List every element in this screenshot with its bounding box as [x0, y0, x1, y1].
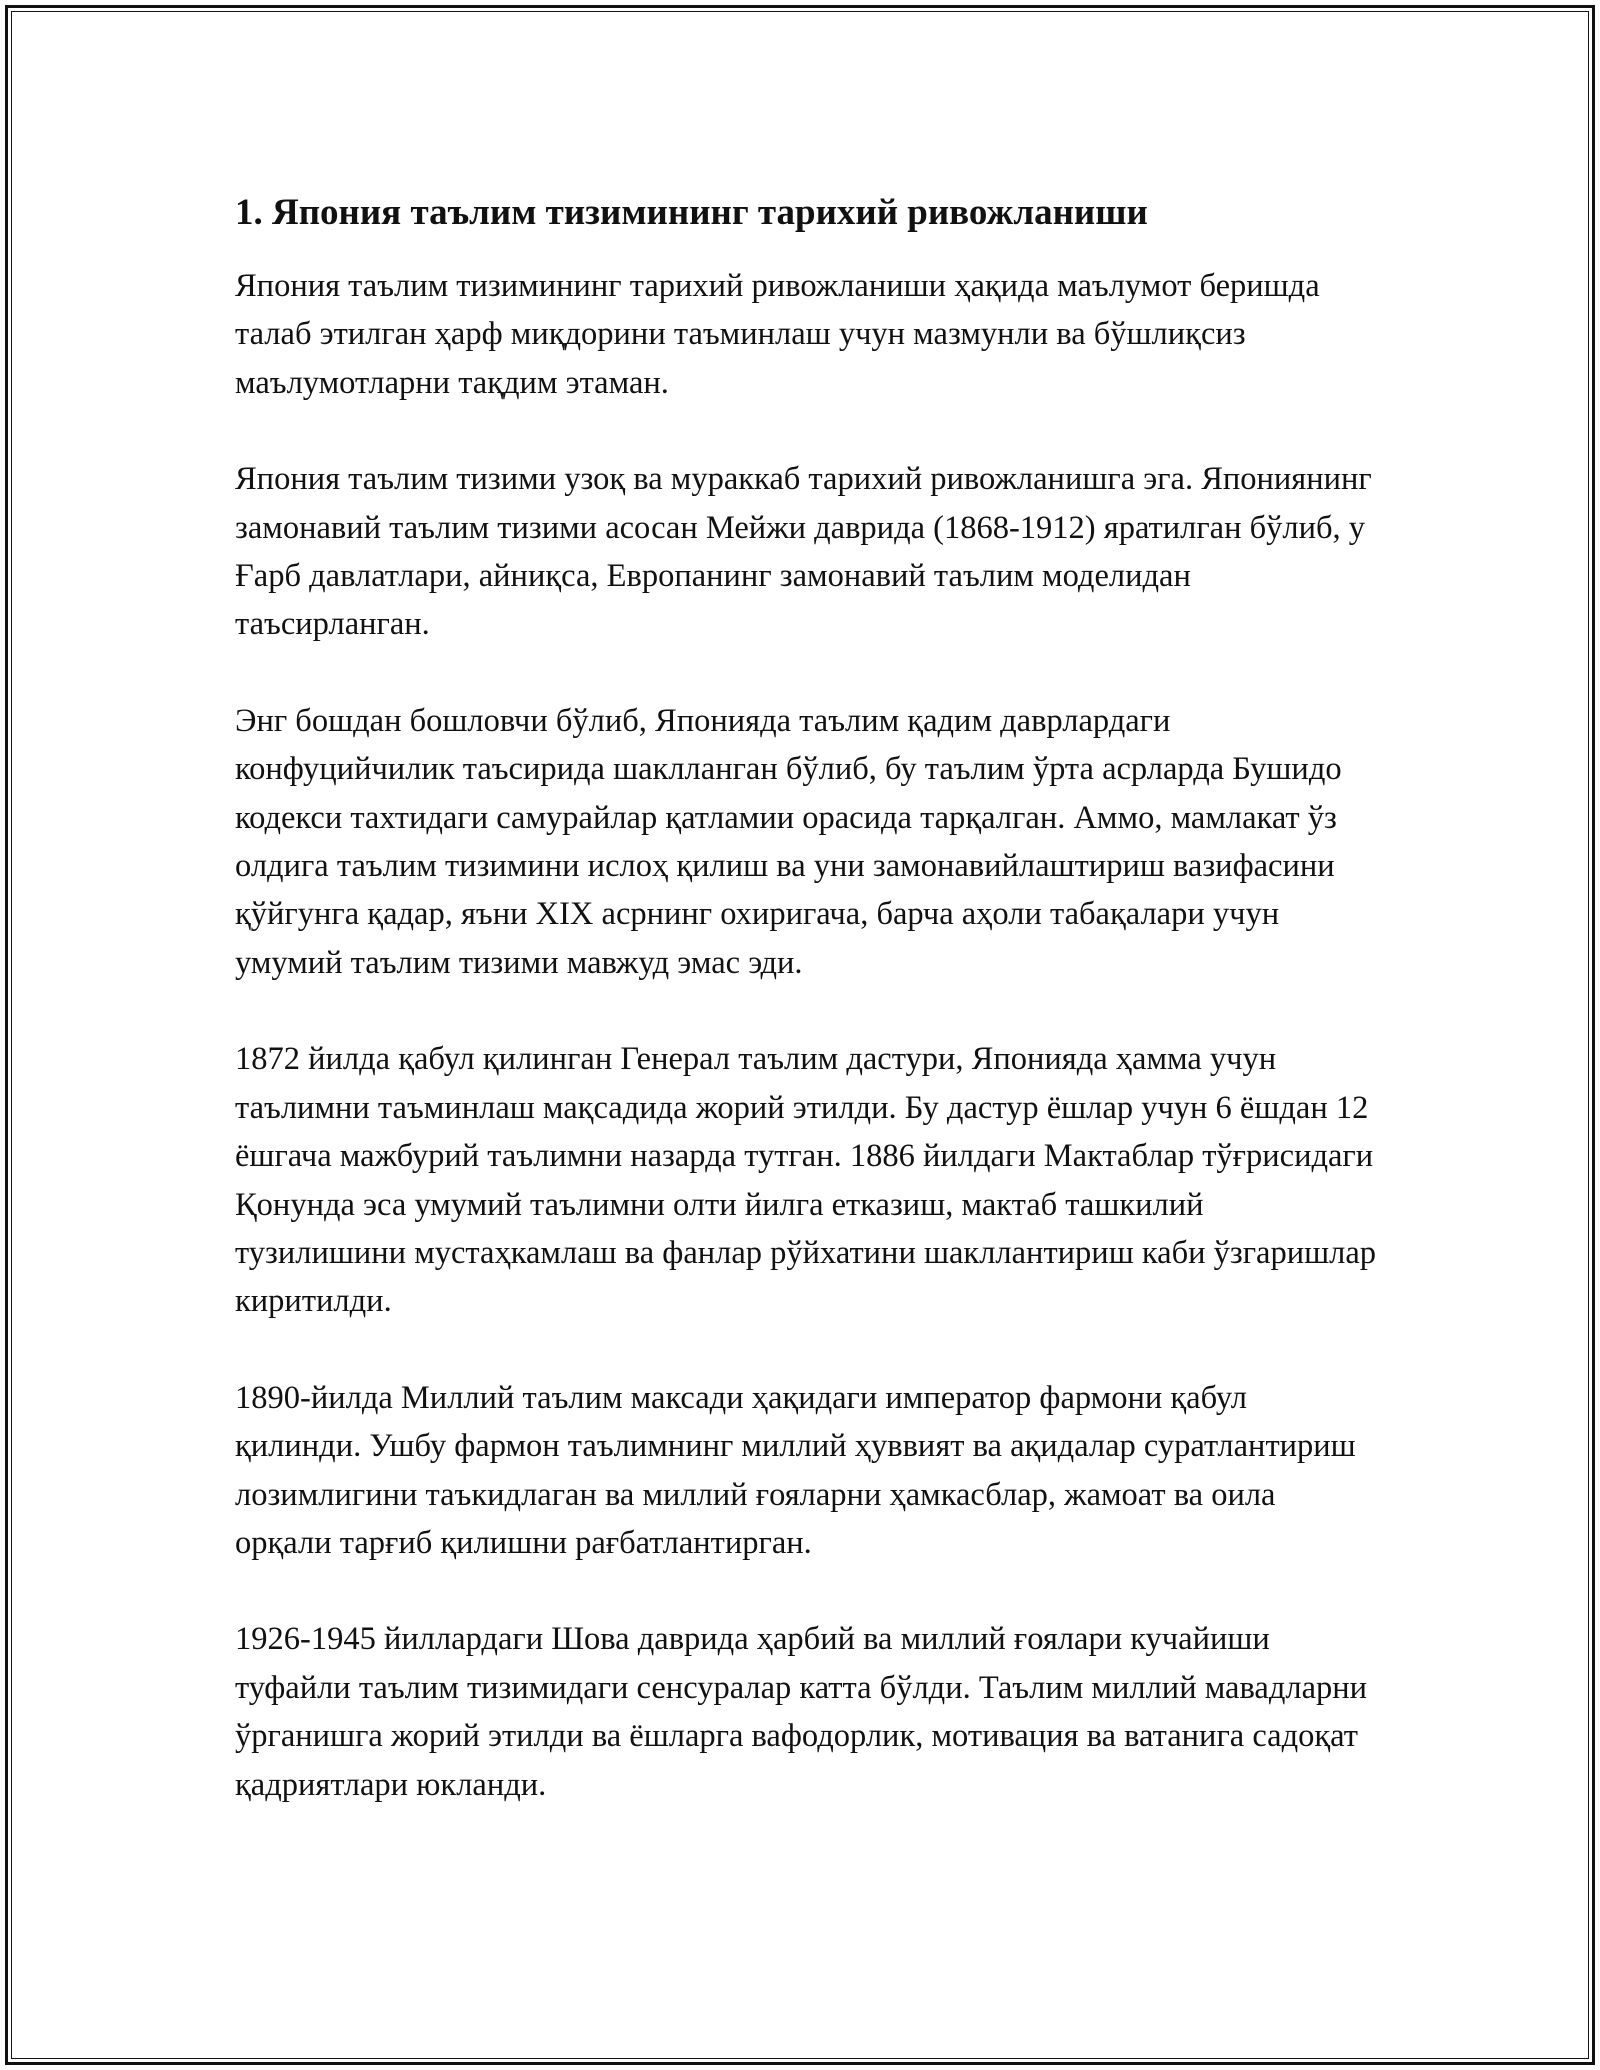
paragraph-intro: Япония таълим тизимининг тарихий ривожланиши ҳақида маълумот беришда талаб этилган ҳарф миқдорини таъминлаш учун мазмунли ва бўшлиқсиз маълумотларни тақдим этаман.	[235, 268, 1320, 401]
paragraph-1890: 1890-йилда Миллий таълим максади ҳақидаги император фармони қабул қилинди. Ушбу фармон таълимнинг миллий ҳуввият ва ақидалар суратлантириш лозимлигини таъкидлаган ва миллий ғояларни ҳамкасблар, жамоат ва оила орқали тарғиб қилишни рағбатлантирган.	[235, 1379, 1356, 1561]
paragraph-meiji: Япония таълим тизими узоқ ва мураккаб тарихий ривожланишга эга. Япониянинг замонавий таълим тизими асосан Мейжи даврида (1868-1912) яратилган бўлиб, у Ғарб давлатлари, айниқса, Европанинг замонавий таълим моделидан таъсирланган.	[235, 461, 1372, 643]
paragraph-1872: 1872 йилда қабул қилинган Генерал таълим дастури, Японияда ҳамма учун таълимни таъминлаш мақсадида жорий этилди. Бу дастур ёшлар учун 6 ёшдан 12 ёшгача мажбурий таълимни назарда тутган. 1886 йилдаги Мактаблар тўғрисидаги Қонунда эса умумий таълимни олти йилга етказиш, мактаб ташкилий тузилишини мустаҳкамлаш ва фанлар рўйхатини шакллантириш каби ўзгаришлар киритилди.	[235, 1041, 1377, 1320]
paragraph-confucian: Энг бошдан бошловчи бўлиб, Японияда таълим қадим даврлардаги конфуцийчилик таъсирида шаклланган бўлиб, бу таълим ўрта асрларда Бушидо кодекси тахтидаги самурайлар қатламии орасида тарқалган. Аммо, мамлакат ўз олдига таълим тизимини ислоҳ қилиш ва уни замонавийлаштириш вазифасини қўйгунга қадар, яъни XIX асрнинг охиригача, барча аҳоли табақалари учун умумий таълим тизими мавжуд эмас эди.	[235, 702, 1342, 981]
paragraph-showa: 1926-1945 йиллардаги Шова даврида ҳарбий ва миллий ғоялари кучайиши туфайли таълим тизимидаги сенсуралар катта бўлди. Таълим миллий мавадларни ўрганишга жорий этилди ва ёшларга вафодорлик, мотивация ва ватанига садоқат қадриятлари юкланди.	[235, 1621, 1368, 1803]
document-body	[235, 186, 1380, 1857]
section-heading: 1. Япония таълим тизимининг тарихий ривожланиши	[235, 192, 1148, 233]
